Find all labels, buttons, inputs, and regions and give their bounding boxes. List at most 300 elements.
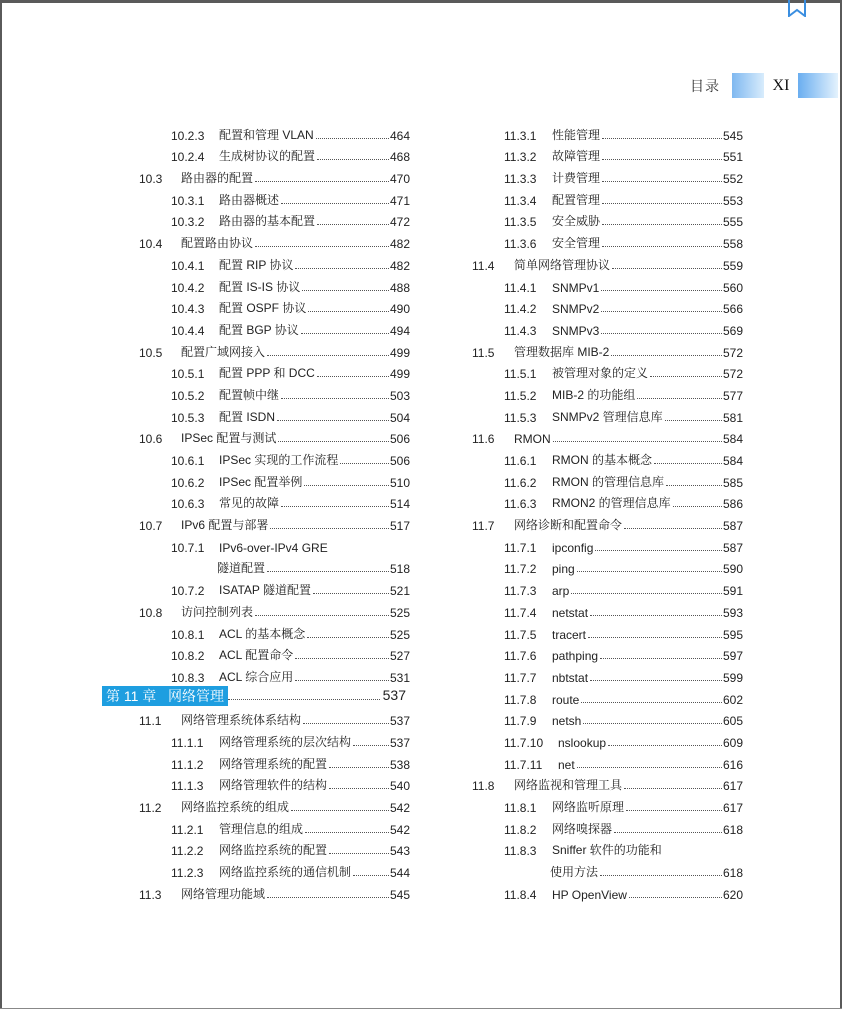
- toc-section-entry[interactable]: [130, 511, 410, 533]
- entry-page-number: 551: [722, 150, 743, 165]
- entry-page-number: 525: [389, 605, 410, 620]
- leader-dots: [581, 702, 722, 703]
- entry-number: 11.1.1: [171, 735, 204, 750]
- entry-page-number: 472: [389, 215, 410, 230]
- entry-page-number: 558: [722, 237, 743, 252]
- toc-subsection-entry[interactable]: [130, 360, 410, 382]
- entry-page-number: 616: [722, 757, 743, 772]
- entry-page-number: 499: [389, 367, 410, 382]
- entry-page-number: 597: [722, 649, 743, 664]
- entry-title: 配置广域网接入: [181, 344, 266, 359]
- entry-page-number: 595: [722, 627, 743, 642]
- entry-title: RMON 的基本概念: [552, 453, 652, 467]
- entry-number: 11.3.4: [504, 193, 537, 208]
- entry-page-number: 617: [722, 801, 743, 815]
- toc-subsection-entry[interactable]: [463, 468, 743, 490]
- entry-number: 11.3.3: [504, 172, 537, 187]
- entry-number: 11.6.2: [504, 475, 537, 490]
- entry-number: 11.6.3: [504, 497, 537, 512]
- leader-dots: [608, 745, 722, 746]
- toc-subsection-entry[interactable]: [130, 576, 410, 598]
- leader-dots: [278, 441, 389, 442]
- entry-title: ping: [552, 562, 575, 577]
- toc-subsection-entry[interactable]: [463, 295, 743, 317]
- entry-title: IPSec 配置举例: [219, 474, 303, 489]
- leader-dots: [295, 658, 389, 659]
- entry-page-number: 468: [389, 150, 410, 165]
- entry-title: net: [558, 757, 575, 772]
- entry-page-number: 560: [722, 280, 743, 295]
- toc-section-entry[interactable]: [130, 338, 410, 360]
- entry-title: route: [552, 692, 580, 707]
- entry-page-number: 514: [389, 497, 410, 512]
- toc-right-column: [463, 121, 743, 902]
- toc-subsection-entry[interactable]: [130, 143, 410, 165]
- toc-subsection-entry[interactable]: [463, 598, 743, 620]
- entry-page-number: 494: [389, 323, 410, 338]
- toc-subsection-entry[interactable]: [463, 360, 743, 382]
- leader-dots: [316, 138, 389, 139]
- entry-number: 11.3: [139, 887, 162, 902]
- entry-number: 11.4.1: [504, 280, 537, 295]
- toc-subsection-entry[interactable]: [130, 642, 410, 664]
- entry-page-number: 569: [722, 323, 743, 338]
- entry-title: ipconfig: [552, 540, 594, 555]
- toc-subsection-entry[interactable]: [463, 576, 743, 598]
- entry-number: 11.7.1: [504, 540, 537, 555]
- entry-number: 11.3.6: [504, 237, 537, 252]
- leader-dots: [228, 699, 380, 700]
- entry-title: 管理数据库 MIB-2: [514, 344, 610, 359]
- leader-dots: [270, 528, 389, 529]
- entry-title: 网络管理系统体系结构: [181, 713, 302, 728]
- leader-dots: [340, 463, 389, 464]
- toc-subsection-entry[interactable]: [130, 316, 410, 338]
- toc-subsection-entry[interactable]: [130, 663, 410, 685]
- leader-dots: [577, 571, 722, 572]
- entry-number: 10.3.2: [171, 215, 205, 230]
- entry-title: 简单网络管理协议: [514, 257, 611, 272]
- toc-section-entry[interactable]: [463, 511, 743, 533]
- leader-dots: [317, 224, 389, 225]
- toc-subsection-entry[interactable]: [130, 446, 410, 468]
- leader-dots: [303, 723, 389, 724]
- entry-number: 10.6.3: [171, 497, 205, 512]
- entry-title: 配置 ISDN: [219, 409, 276, 424]
- entry-page-number: 464: [389, 128, 410, 143]
- entry-page-number: 537: [389, 735, 410, 750]
- entry-title: 管理信息的组成: [219, 821, 304, 836]
- toc-subsection-entry[interactable]: [463, 164, 743, 186]
- entry-title: 配置帧中继: [219, 387, 280, 402]
- toc-subsection-entry[interactable]: [463, 121, 743, 143]
- entry-number: 10.7.1: [171, 540, 205, 555]
- entry-title: ACL 配置命令: [219, 648, 294, 663]
- entry-page-number: 527: [389, 649, 410, 664]
- entry-number: 11.3.1: [504, 128, 537, 143]
- entry-page-number: 503: [389, 388, 410, 403]
- toc-subsection-entry[interactable]: [463, 815, 743, 837]
- leader-dots: [601, 333, 722, 334]
- toc-subsection-entry[interactable]: [130, 273, 410, 295]
- entry-title: SNMPv3: [552, 323, 600, 338]
- entry-page-number: 566: [722, 302, 743, 317]
- entry-number: 10.5.2: [171, 388, 205, 403]
- entry-number: 11.8.3: [504, 844, 537, 859]
- toc-section-entry[interactable]: [130, 598, 410, 620]
- entry-page-number: 537: [389, 714, 410, 729]
- entry-title: 配置和管理 VLAN: [219, 127, 314, 142]
- toc-subsection-entry[interactable]: [463, 555, 743, 577]
- toc-subsection-entry[interactable]: [130, 750, 410, 772]
- leader-dots: [267, 571, 389, 572]
- entry-title: 性能管理: [552, 127, 601, 142]
- toc-left-column: [106, 121, 410, 902]
- header-accent-bar-right: [798, 73, 838, 98]
- entry-number: 10.3: [139, 172, 163, 187]
- entry-page-number: 577: [722, 388, 743, 403]
- entry-page-number: 525: [389, 627, 410, 642]
- leader-dots: [590, 615, 722, 616]
- toc-section-entry[interactable]: [463, 251, 743, 273]
- entry-number: 10.8.3: [171, 670, 205, 685]
- toc-section-entry[interactable]: [130, 164, 410, 186]
- bookmark-icon[interactable]: [787, 0, 807, 17]
- entry-title: 安全管理: [552, 236, 601, 251]
- entry-number: 11.7.11: [504, 757, 543, 772]
- toc-subsection-entry[interactable]: [130, 555, 410, 577]
- leader-dots: [281, 203, 389, 204]
- leader-dots: [329, 767, 389, 768]
- toc-subsection-entry[interactable]: [130, 858, 410, 880]
- entry-page-number: 620: [722, 887, 743, 902]
- entry-number: 10.7: [139, 519, 163, 534]
- entry-number: 10.6.2: [171, 475, 205, 490]
- leader-dots: [577, 767, 722, 768]
- toc-subsection-entry[interactable]: [463, 186, 743, 208]
- leader-dots: [665, 420, 722, 421]
- entry-page-number: 599: [722, 670, 743, 685]
- entry-title: 网络管理软件的结构: [219, 778, 328, 793]
- toc-subsection-entry[interactable]: [463, 707, 743, 729]
- entry-title: 配置管理: [552, 192, 601, 207]
- leader-dots: [255, 181, 389, 182]
- entry-page-number: 506: [389, 432, 410, 447]
- toc-subsection-entry[interactable]: [130, 251, 410, 273]
- entry-number: 11.7.8: [504, 692, 537, 707]
- entry-title: IPv6 配置与部署: [181, 518, 269, 533]
- page-header-title: 目录: [690, 78, 720, 94]
- leader-dots: [666, 485, 722, 486]
- toc-subsection-entry[interactable]: [463, 663, 743, 685]
- entry-number: 11.5.3: [504, 410, 537, 425]
- toc-section-entry[interactable]: [130, 880, 410, 902]
- leader-dots: [602, 203, 722, 204]
- entry-title: 安全威胁: [552, 214, 601, 229]
- entry-number: 11.2: [139, 801, 162, 815]
- entry-title: SNMPv2 管理信息库: [552, 409, 663, 424]
- leader-dots: [629, 897, 722, 898]
- toc-subsection-entry[interactable]: [130, 208, 410, 230]
- leader-dots: [553, 441, 722, 442]
- toc-section-entry[interactable]: [463, 338, 743, 360]
- toc-subsection-entry[interactable]: [130, 620, 410, 642]
- entry-number: 11.1.3: [171, 779, 204, 794]
- entry-page-number: 590: [722, 562, 743, 577]
- entry-number: 11.6: [472, 432, 495, 447]
- toc-subsection-entry[interactable]: [130, 815, 410, 837]
- chapter-title: 网络管理: [167, 687, 224, 704]
- entry-number: 10.7.2: [171, 584, 205, 599]
- entry-number: 10.5.1: [171, 367, 205, 382]
- entry-title: SNMPv2: [552, 302, 600, 317]
- entry-page-number: 591: [722, 584, 743, 599]
- entry-title: 配置 OSPF 协议: [219, 301, 307, 316]
- entry-title: 路由器概述: [219, 192, 280, 207]
- entry-number: 11.4.3: [504, 323, 537, 338]
- leader-dots: [313, 593, 389, 594]
- leader-dots: [308, 311, 389, 312]
- leader-dots: [611, 355, 722, 356]
- toc-chapter-entry[interactable]: [106, 685, 410, 707]
- leader-dots: [602, 181, 722, 182]
- entry-page-number: 540: [389, 779, 410, 794]
- leader-dots: [626, 810, 722, 811]
- leader-dots: [637, 398, 722, 399]
- toc-subsection-entry[interactable]: [463, 728, 743, 750]
- entry-number: 11.8.4: [504, 887, 537, 902]
- leader-dots: [305, 832, 389, 833]
- leader-dots: [267, 897, 389, 898]
- entry-title: IPv6-over-IPv4 GRE: [219, 540, 328, 555]
- leader-dots: [602, 138, 722, 139]
- toc-subsection-entry[interactable]: [463, 858, 743, 880]
- toc-subsection-entry[interactable]: [463, 837, 743, 859]
- toc-subsection-entry[interactable]: [130, 772, 410, 794]
- leader-dots: [602, 246, 722, 247]
- entry-title: 网络监控系统的通信机制: [219, 865, 352, 880]
- entry-number: 10.8: [139, 605, 163, 620]
- entry-number: 11.4.2: [504, 302, 537, 317]
- entry-page-number: 553: [722, 193, 743, 208]
- entry-page-number: 618: [722, 822, 743, 837]
- leader-dots: [295, 680, 389, 681]
- toc-section-entry[interactable]: [130, 793, 410, 815]
- entry-number: 11.2.3: [171, 866, 204, 881]
- entry-page-number: 585: [722, 475, 743, 490]
- entry-page-number: 593: [722, 605, 743, 620]
- entry-number: 11.8: [472, 779, 495, 794]
- entry-title: 使用方法: [550, 865, 599, 880]
- entry-page-number: 572: [722, 345, 743, 360]
- entry-title: 计费管理: [552, 171, 601, 186]
- entry-page-number: 518: [389, 562, 410, 577]
- entry-page-number: 510: [389, 475, 410, 490]
- page-number-roman: XI: [772, 77, 790, 94]
- entry-title: 网络管理功能域: [181, 886, 266, 901]
- toc-subsection-entry[interactable]: [463, 490, 743, 512]
- leader-dots: [601, 290, 722, 291]
- toc-section-entry[interactable]: [130, 229, 410, 251]
- entry-title: ACL 综合应用: [219, 669, 294, 684]
- entry-number: 10.5.3: [171, 410, 205, 425]
- toc-subsection-entry[interactable]: [463, 446, 743, 468]
- leader-dots: [281, 506, 389, 507]
- leader-dots: [281, 398, 389, 399]
- toc-subsection-entry[interactable]: [130, 381, 410, 403]
- leader-dots: [650, 376, 722, 377]
- entry-title: 网络管理系统的层次结构: [219, 734, 352, 749]
- toc-subsection-entry[interactable]: [130, 533, 410, 555]
- entry-title: 网络嗅探器: [552, 821, 613, 836]
- entry-number: 11.7.6: [504, 649, 537, 664]
- entry-number: 11.7.9: [504, 714, 537, 729]
- entry-number: 11.8.1: [504, 801, 537, 815]
- leader-dots: [602, 224, 722, 225]
- toc-subsection-entry[interactable]: [463, 403, 743, 425]
- entry-page-number: 543: [389, 844, 410, 859]
- toc-subsection-entry[interactable]: [130, 468, 410, 490]
- leader-dots: [600, 875, 722, 876]
- entry-title: 访问控制列表: [181, 604, 254, 619]
- entry-page-number: 542: [389, 801, 410, 815]
- entry-number: 10.4.3: [171, 302, 205, 317]
- toc-section-entry[interactable]: [130, 425, 410, 447]
- leader-dots: [353, 875, 389, 876]
- leader-dots: [590, 680, 722, 681]
- leader-dots: [267, 355, 389, 356]
- toc-subsection-entry[interactable]: [130, 295, 410, 317]
- entry-title: 网络管理系统的配置: [219, 756, 328, 771]
- entry-title: 配置 IS-IS 协议: [219, 279, 301, 294]
- leader-dots: [571, 593, 722, 594]
- entry-title: netstat: [552, 605, 589, 620]
- entry-page-number: 542: [389, 822, 410, 837]
- entry-title: 网络监控系统的组成: [181, 800, 290, 814]
- chapter-number: 第 11 章: [106, 687, 157, 704]
- toc-subsection-entry[interactable]: [463, 533, 743, 555]
- entry-page-number: 521: [389, 584, 410, 599]
- entry-title: IPSec 实现的工作流程: [219, 453, 339, 467]
- toc-subsection-entry[interactable]: [463, 642, 743, 664]
- entry-title: ACL 的基本概念: [219, 626, 306, 641]
- toc-section-entry[interactable]: [463, 425, 743, 447]
- entry-title: 隧道配置: [217, 561, 266, 576]
- toc-subsection-entry[interactable]: [130, 837, 410, 859]
- entry-title: 网络监控系统的配置: [219, 843, 328, 858]
- entry-page-number: 545: [389, 887, 410, 902]
- toc-subsection-entry[interactable]: [130, 121, 410, 143]
- entry-page-number: 559: [722, 258, 743, 273]
- entry-page-number: 602: [722, 692, 743, 707]
- entry-title: HP OpenView: [552, 887, 627, 902]
- entry-title: 配置 RIP 协议: [219, 257, 294, 272]
- entry-page-number: 618: [722, 866, 743, 881]
- leader-dots: [255, 246, 389, 247]
- leader-dots: [353, 745, 389, 746]
- leader-dots: [304, 485, 389, 486]
- entry-title: pathping: [552, 649, 599, 664]
- entry-number: 10.8.1: [171, 627, 205, 642]
- entry-number: 11.2.2: [171, 844, 204, 859]
- entry-title: 网络诊断和配置命令: [514, 518, 623, 533]
- entry-page-number: 517: [389, 519, 410, 534]
- header-accent-bar: [732, 73, 764, 98]
- leader-dots: [588, 637, 722, 638]
- entry-page-number: 499: [389, 345, 410, 360]
- toc-subsection-entry[interactable]: [130, 490, 410, 512]
- chapter-label: [102, 686, 228, 706]
- entry-title: 生成树协议的配置: [219, 149, 316, 164]
- toc-subsection-entry[interactable]: [463, 229, 743, 251]
- entry-number: 11.3.2: [504, 150, 537, 165]
- toc-subsection-entry[interactable]: [463, 316, 743, 338]
- toc-subsection-entry[interactable]: [463, 143, 743, 165]
- leader-dots: [329, 788, 389, 789]
- entry-title: nbtstat: [552, 670, 589, 685]
- entry-title: RMON 的管理信息库: [552, 474, 664, 489]
- entry-title: arp: [552, 584, 570, 599]
- toc-subsection-entry[interactable]: [130, 728, 410, 750]
- toc-subsection-entry[interactable]: [463, 793, 743, 815]
- leader-dots: [295, 268, 389, 269]
- leader-dots: [255, 615, 389, 616]
- toc-section-entry[interactable]: [130, 707, 410, 729]
- entry-number: 11.7.7: [504, 670, 537, 685]
- toc-subsection-entry[interactable]: [463, 750, 743, 772]
- entry-number: 10.6.1: [171, 454, 205, 468]
- entry-page-number: 572: [722, 367, 743, 382]
- entry-number: 10.5: [139, 345, 163, 360]
- entry-title: 常见的故障: [219, 496, 280, 511]
- entry-title: 网络监视和管理工具: [514, 778, 623, 793]
- toc-subsection-entry[interactable]: [463, 208, 743, 230]
- toc-subsection-entry[interactable]: [130, 186, 410, 208]
- entry-number: 11.1: [139, 714, 162, 729]
- entry-number: 11.3.5: [504, 215, 537, 230]
- entry-number: 10.4.1: [171, 258, 205, 273]
- entry-number: 11.5.2: [504, 388, 537, 403]
- leader-dots: [302, 290, 389, 291]
- chapter-page-number: 537: [382, 686, 406, 703]
- entry-number: 10.2.3: [171, 128, 205, 143]
- toc-subsection-entry[interactable]: [463, 381, 743, 403]
- leader-dots: [277, 420, 389, 421]
- toc-subsection-entry[interactable]: [463, 620, 743, 642]
- entry-page-number: 617: [722, 779, 743, 794]
- toc-subsection-entry[interactable]: [130, 403, 410, 425]
- entry-page-number: 506: [389, 454, 410, 468]
- entry-page-number: 545: [722, 128, 743, 143]
- entry-number: 11.7.4: [504, 605, 537, 620]
- entry-number: 11.7.2: [504, 562, 537, 577]
- entry-number: 11.1.2: [171, 757, 204, 772]
- entry-page-number: 584: [722, 432, 743, 447]
- toc-section-entry[interactable]: [463, 772, 743, 794]
- leader-dots: [307, 637, 389, 638]
- toc-subsection-entry[interactable]: [463, 880, 743, 902]
- entry-title: netsh: [552, 714, 582, 729]
- toc-subsection-entry[interactable]: [463, 685, 743, 707]
- entry-number: 11.7.5: [504, 627, 537, 642]
- leader-dots: [329, 853, 389, 854]
- leader-dots: [301, 333, 389, 334]
- leader-dots: [600, 658, 722, 659]
- leader-dots: [624, 528, 722, 529]
- leader-dots: [595, 550, 722, 551]
- entry-page-number: 482: [389, 237, 410, 252]
- toc-subsection-entry[interactable]: [463, 273, 743, 295]
